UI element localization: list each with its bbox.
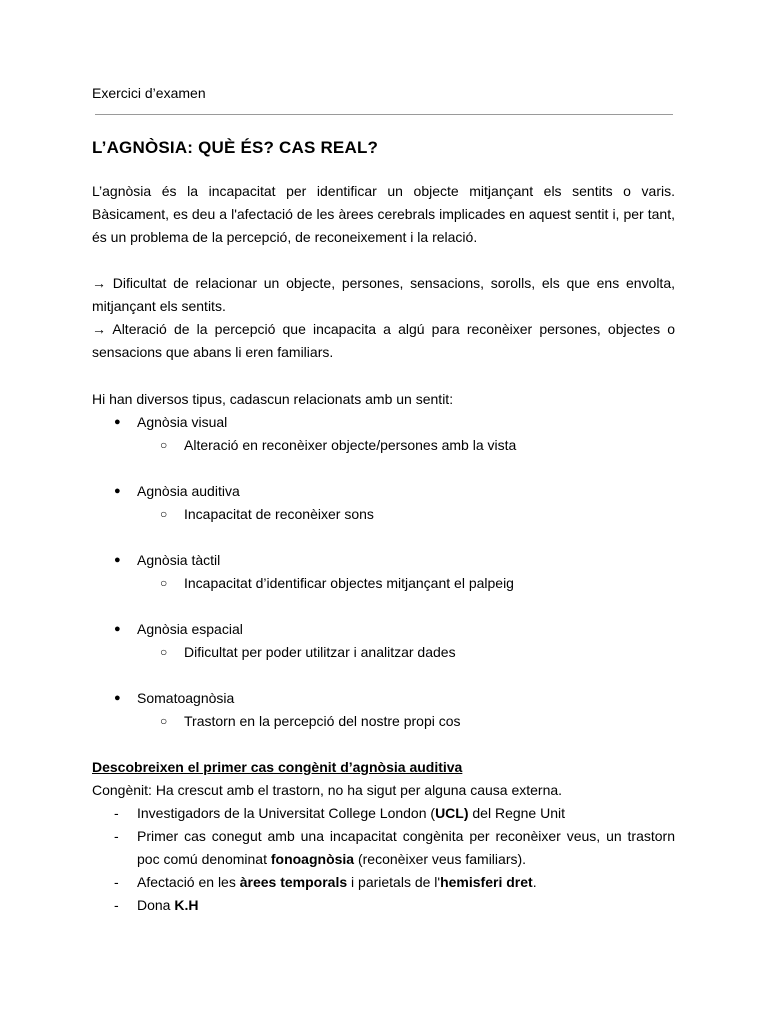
- case-bold-text: K.H: [174, 897, 199, 913]
- page-title: L’AGNÒSIA: QUÈ ÉS? CAS REAL?: [92, 138, 379, 157]
- arrow-point: → Alteració de la percepció que incapacita a algú para reconèixer persones, objectes o sensacions que abans li eren familiars.: [92, 321, 675, 360]
- case-heading: Descobreixen el primer cas congènit d’agnòsia auditiva: [92, 759, 463, 775]
- bullet-icon: ●: [114, 692, 121, 704]
- header-divider: [95, 114, 673, 115]
- type-description: [92, 572, 675, 595]
- case-bold-text: hemisferi dret: [440, 874, 533, 890]
- type-description: [92, 503, 675, 526]
- case-section: [92, 756, 675, 917]
- type-description-text: Dificultat per poder utilitzar i analitzar dades: [184, 644, 456, 660]
- case-text: i parietals de l': [347, 874, 441, 890]
- list-item: [92, 871, 675, 894]
- type-description-text: Alteració en reconèixer objecte/persones amb la vista: [184, 437, 517, 453]
- type-label: Agnòsia visual: [137, 414, 228, 430]
- case-bold-text: fonoagnòsia: [270, 851, 355, 867]
- dash-bullet-icon: -: [114, 805, 119, 821]
- bullet-icon: ●: [114, 623, 121, 635]
- case-text: del Regne Unit: [468, 805, 566, 821]
- arrow-points: [92, 272, 675, 364]
- list-item: [92, 825, 675, 871]
- circle-bullet-icon: ○: [160, 714, 168, 728]
- case-bold-text: UCL): [435, 805, 469, 821]
- list-item: [92, 894, 675, 917]
- bullet-icon: ●: [114, 554, 121, 566]
- case-text: Investigadors de la Universitat College London (: [137, 805, 436, 821]
- list-item: [92, 480, 675, 526]
- type-label: Somatoagnòsia: [137, 690, 235, 706]
- page-header: Exercici d’examen: [92, 85, 206, 101]
- dash-bullet-icon: -: [114, 897, 119, 913]
- case-bold-text: àrees temporals: [239, 874, 348, 890]
- circle-bullet-icon: ○: [160, 438, 168, 452]
- intro-paragraph: L’agnòsia és la incapacitat per identificar un objecte mitjançant els sentits o varis. Bàsicament, es deu a l'afectació de les àrees cerebrals implicades en aquest sentit i, per tant, és un problema de la percepció, de reconeixement i la relació.: [92, 183, 675, 245]
- type-label: Agnòsia tàctil: [137, 552, 221, 568]
- type-description: [92, 641, 675, 664]
- types-intro: Hi han diversos tipus, cadascun relacionats amb un sentit:: [92, 391, 454, 407]
- case-text: .: [532, 874, 537, 890]
- circle-bullet-icon: ○: [160, 576, 168, 590]
- bullet-icon: ●: [114, 485, 121, 497]
- list-item: [92, 411, 675, 457]
- list-item: [92, 687, 675, 733]
- case-text: (reconèixer veus familiars).: [354, 851, 527, 867]
- circle-bullet-icon: ○: [160, 645, 168, 659]
- type-label: Agnòsia auditiva: [137, 483, 240, 499]
- case-text: Dona: [137, 897, 175, 913]
- type-description-text: Incapacitat d’identificar objectes mitjançant el palpeig: [184, 575, 514, 591]
- types-list: [92, 411, 675, 733]
- case-text: Primer cas conegut amb una incapacitat congènita per reconèixer veus, un trastorn poc comú denominat: [137, 828, 675, 867]
- bullet-icon: ●: [114, 416, 121, 428]
- list-item: [92, 802, 675, 825]
- type-description-text: Trastorn en la percepció del nostre propi cos: [184, 713, 461, 729]
- types-section: [92, 388, 675, 733]
- dash-bullet-icon: -: [114, 874, 119, 890]
- case-text: Afectació en les: [137, 874, 240, 890]
- case-intro: Congènit: Ha crescut amb el trastorn, no ha sigut per alguna causa externa.: [92, 782, 563, 798]
- arrow-point: → Dificultat de relacionar un objecte, persones, sensacions, sorolls, els que ens envolta, mitjançant els sentits.: [92, 275, 675, 314]
- list-item: [92, 618, 675, 664]
- type-description: [92, 710, 675, 733]
- type-description: [92, 434, 675, 457]
- dash-bullet-icon: -: [114, 828, 119, 844]
- case-list: [92, 802, 675, 917]
- type-description-text: Incapacitat de reconèixer sons: [184, 506, 374, 522]
- type-label: Agnòsia espacial: [137, 621, 243, 637]
- list-item: [92, 549, 675, 595]
- circle-bullet-icon: ○: [160, 507, 168, 521]
